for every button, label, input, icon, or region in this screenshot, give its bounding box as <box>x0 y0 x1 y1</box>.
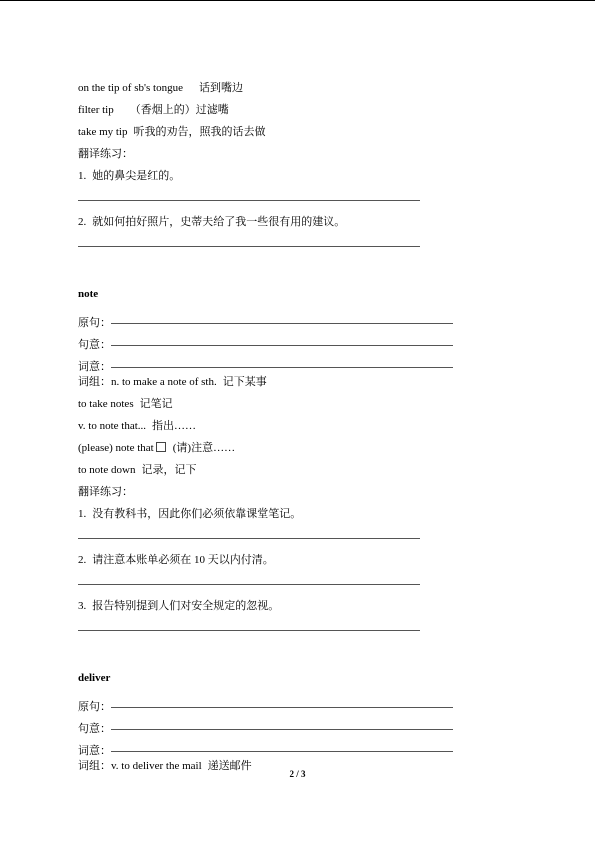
phrase-item: 词组：n. to make a note of sth. 记下某事 <box>78 376 267 388</box>
sentence-meaning-field[interactable]: 句意： <box>78 714 478 736</box>
practice-item: 1. 没有教科书，因此你们必须依靠课堂笔记。 <box>78 508 302 520</box>
intro-phrase: take my tip 听我的劝告，照我的话去做 <box>78 126 266 138</box>
top-border-rule <box>0 0 595 1</box>
answer-line[interactable] <box>78 620 478 644</box>
answer-line[interactable] <box>78 236 478 260</box>
answer-line[interactable] <box>78 528 478 552</box>
intro-phrase: filter tip （香烟上的）过滤嘴 <box>78 104 229 116</box>
phrase-item: to take notes 记笔记 <box>78 398 173 410</box>
intro-phrase: on the tip of sb's tongue 话到嘴边 <box>78 82 243 94</box>
page-number: 2 / 3 <box>289 769 306 779</box>
answer-line[interactable] <box>78 190 478 214</box>
practice-item: 2. 请注意本账单必须在 10 天以内付清。 <box>78 554 274 566</box>
practice-heading: 翻译练习： <box>78 486 133 498</box>
answer-line[interactable] <box>78 574 478 598</box>
sentence-meaning-field[interactable]: 句意： <box>78 330 478 352</box>
practice-item: 1. 她的鼻尖是红的。 <box>78 170 181 182</box>
placeholder-box-icon <box>156 442 166 452</box>
practice-item: 3. 报告特别提到人们对安全规定的忽视。 <box>78 600 280 612</box>
phrase-item: (please) note that (请)注意…… <box>78 442 236 454</box>
word-meaning-field[interactable]: 词意： <box>78 352 478 374</box>
practice-heading: 翻译练习： <box>78 148 133 160</box>
phrase-item: to note down 记录，记下 <box>78 464 197 476</box>
word-meaning-field[interactable]: 词意： <box>78 736 478 758</box>
original-sentence-field[interactable]: 原句： <box>78 692 478 714</box>
phrase-item: v. to note that... 指出…… <box>78 420 197 432</box>
worksheet-content <box>78 80 478 780</box>
vocab-word-note: note <box>78 288 99 300</box>
practice-item: 2. 就如何拍好照片，史蒂夫给了我一些很有用的建议。 <box>78 216 346 228</box>
vocab-word-deliver: deliver <box>78 672 111 684</box>
original-sentence-field[interactable]: 原句： <box>78 308 478 330</box>
phrase-item: 词组：v. to deliver the mail 递送邮件 <box>78 760 252 772</box>
